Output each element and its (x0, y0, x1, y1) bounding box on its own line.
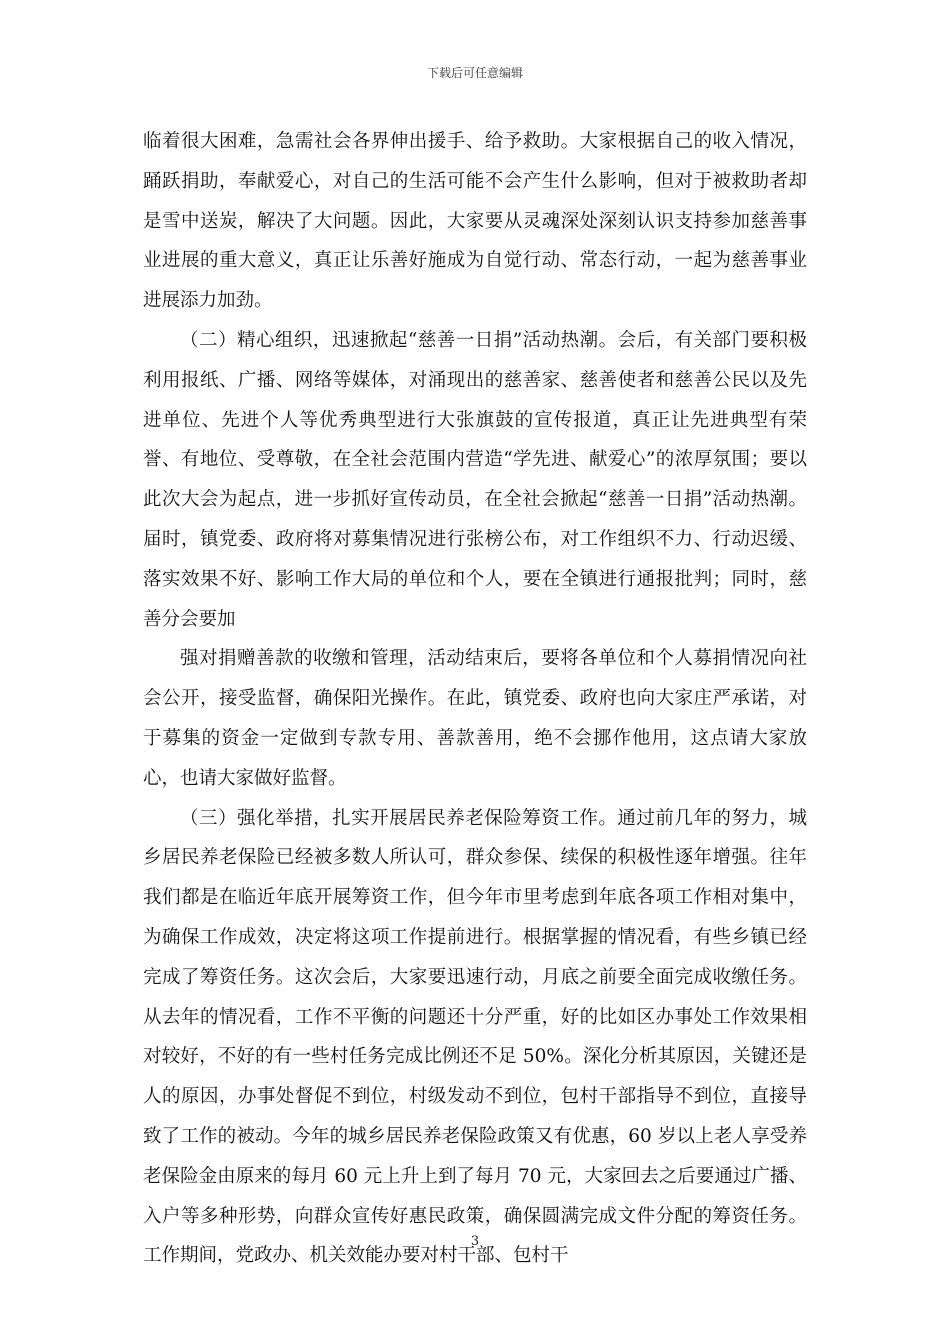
page-header: 下载后可任意编辑 (426, 66, 523, 80)
paragraph-2: （二）精心组织，迅速掀起“慈善一日捐”活动热潮。会后，有关部门要积极利用报纸、广播、网络等媒体，对涌现出的慈善家、慈善使者和慈善公民以及先进单位、先进个人等优秀典型进行大张旗鼓的宣传报道，真正让先进典型有荣誉、有地位、受尊敬，在全社会范围内营造“学先进、献爱心”的浓厚氛围；要以此次大会为起点，进一步抓好宣传动员，在全社会掀起“慈善一日捐”活动热潮。届时，镇党委、政府将对募集情况进行张榜公布，对工作组织不力、行动迟缓、落实效果不好、影响工作大局的单位和个人，要在全镇进行通报批判；同时，慈善分会要加 (143, 329, 807, 630)
paragraph-1: 临着很大困难，急需社会各界伸出援手、给予救助。大家根据自己的收入情况，踊跃捐助，奉献爱心，对自己的生活可能不会产生什么影响，但对于被救助者却是雪中送炭，解决了大问题。因此，大家要从灵魂深处深刻认识支持参加慈善事业进展的重大意义，真正让乐善好施成为自觉行动、常态行动，一起为慈善事业进展添力加劲。 (143, 131, 807, 312)
page-number: 3 (470, 1234, 480, 1249)
paragraph-3: 强对捐赠善款的收缴和管理，活动结束后，要将各单位和个人募捐情况向社会公开，接受监督，确保阳光操作。在此，镇党委、政府也向大家庄严承诺，对于募集的资金一定做到专款专用、善款善用，绝不会挪作他用，这点请大家放心，也请大家做好监督。 (143, 648, 807, 789)
paragraph-4: （三）强化举措，扎实开展居民养老保险筹资工作。通过前几年的努力，城乡居民养老保险已经被多数人所认可，群众参保、续保的积极性逐年增强。往年我们都是在临近年底开展筹资工作，但今年市里考虑到年底各项工作相对集中，为确保工作成效，决定将这项工作提前进行。根据掌握的情况看，有些乡镇已经完成了筹资任务。这次会后，大家要迅速行动，月底之前要全面完成收缴任务。从去年的情况看，工作不平衡的问题还十分严重，好的比如区办事处工作效果相对较好，不好的有一些村任务完成比例还不足 50%。深化分析其原因，关键还是人的原因，办事处督促不到位，村级发动不到位，包村干部指导不到位，直接导致了工作的被动。今年的城乡居民养老保险政策又有优惠，60 岁以上老人享受养老保险金由原来的每月 60 元上升上到了每月 70 元，大家回去之后要通过广播、入户等多种形势，向群众宣传好惠民政策，确保圆满完成文件分配的筹资任务。工作期间，党政办、机关效能办要对村干部、包村干 (143, 807, 807, 1267)
document-body (143, 122, 807, 1276)
